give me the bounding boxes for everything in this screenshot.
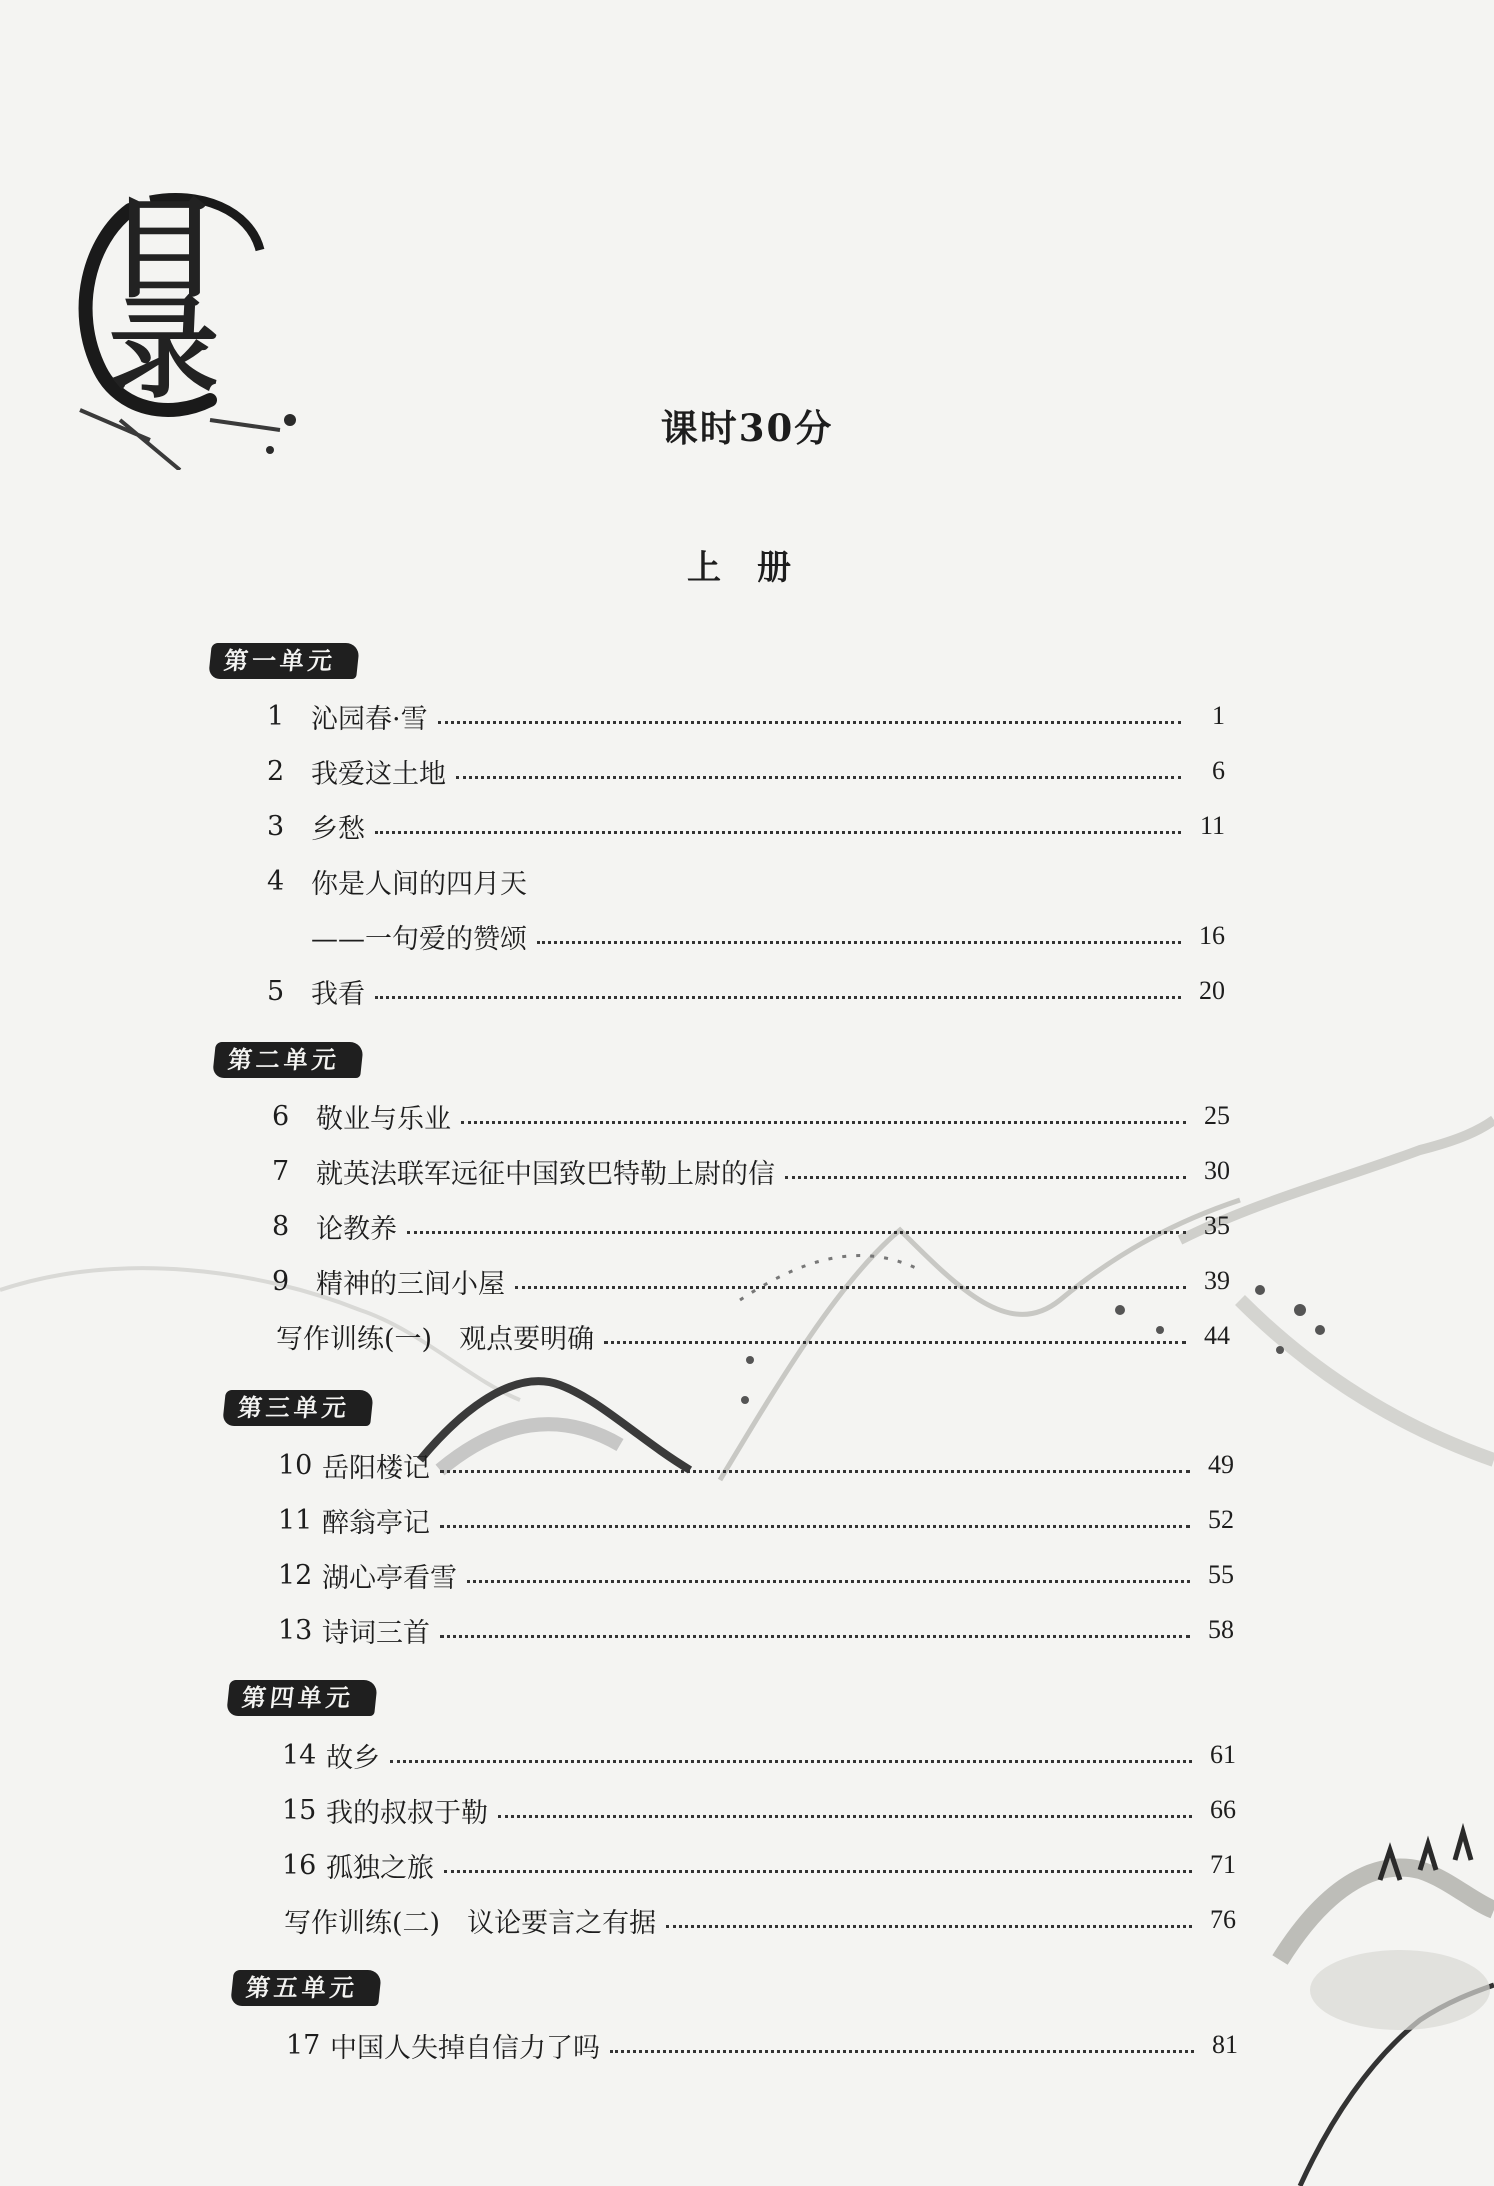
toc-entry[interactable]	[278, 1497, 1234, 1543]
toc-entry-subtitle[interactable]	[267, 913, 1225, 959]
contents-logo-text: 目录	[91, 190, 220, 390]
entry-title: 我的叔叔于勒	[326, 1797, 488, 1829]
entry-page: 71	[1210, 1850, 1236, 1879]
entry-page: 20	[1199, 976, 1225, 1005]
entry-title: 我爱这土地	[311, 758, 446, 790]
entry-title: 写作训练(二) 议论要言之有据	[284, 1907, 657, 1939]
entry-title: 乡愁	[311, 813, 365, 845]
toc-entry[interactable]	[282, 1787, 1236, 1833]
entry-page: 16	[1199, 921, 1225, 950]
entry-number: 14	[282, 1739, 317, 1771]
entry-page: 11	[1199, 811, 1225, 840]
entry-number: 11	[278, 1504, 313, 1536]
dot-leader	[604, 1341, 1186, 1344]
toc-entry[interactable]	[267, 858, 1225, 904]
entry-title: 就英法联军远征中国致巴特勒上尉的信	[316, 1158, 775, 1190]
toc-entry[interactable]	[282, 1842, 1236, 1888]
entry-page: 39	[1204, 1266, 1230, 1295]
toc-entry[interactable]	[272, 1203, 1230, 1249]
entry-title: 故乡	[326, 1742, 380, 1774]
toc-entry[interactable]	[267, 803, 1225, 849]
entry-page: 61	[1210, 1740, 1236, 1769]
entry-title: 诗词三首	[322, 1617, 430, 1649]
dot-leader	[440, 1635, 1190, 1638]
entry-page: 25	[1204, 1101, 1230, 1130]
entry-page: 52	[1208, 1505, 1234, 1534]
entry-page: 30	[1204, 1156, 1230, 1185]
dot-leader	[444, 1870, 1192, 1873]
toc-entry[interactable]	[267, 693, 1225, 739]
entry-number: 6	[272, 1100, 290, 1132]
dot-leader	[498, 1815, 1192, 1818]
entry-number: 9	[272, 1265, 290, 1297]
entry-page: 6	[1212, 756, 1225, 785]
dot-leader	[467, 1580, 1190, 1583]
dot-leader	[390, 1760, 1192, 1763]
volume-heading: 上册	[687, 548, 827, 588]
toc-entry[interactable]	[272, 1093, 1230, 1139]
toc-entry[interactable]	[282, 1732, 1236, 1778]
dot-leader	[461, 1121, 1186, 1124]
entry-title: 写作训练(一) 观点要明确	[276, 1323, 595, 1355]
toc-entry[interactable]	[278, 1442, 1234, 1488]
dot-leader	[515, 1286, 1186, 1289]
entry-page: 81	[1212, 2030, 1238, 2059]
entry-number: 4	[267, 865, 285, 897]
entry-number: 8	[272, 1210, 290, 1242]
entry-number: 16	[282, 1849, 317, 1881]
entry-page: 44	[1204, 1321, 1230, 1350]
entry-number: 1	[267, 700, 285, 732]
entry-title: 孤独之旅	[326, 1852, 434, 1884]
toc-entry[interactable]	[267, 968, 1225, 1014]
toc-entry[interactable]	[278, 1607, 1234, 1653]
entry-page: 49	[1208, 1450, 1234, 1479]
entry-page: 35	[1204, 1211, 1230, 1240]
dot-leader	[785, 1176, 1186, 1179]
entry-title: 你是人间的四月天	[311, 868, 527, 900]
dot-leader	[407, 1231, 1186, 1234]
unit-1-badge: 第一单元	[208, 643, 360, 679]
unit-5-badge: 第五单元	[230, 1970, 382, 2006]
entry-page: 66	[1210, 1795, 1236, 1824]
page-title: 课时30分	[660, 406, 834, 450]
toc-entry-writing[interactable]	[284, 1897, 1236, 1943]
dot-leader	[375, 831, 1181, 834]
toc-entry-writing[interactable]	[276, 1313, 1230, 1359]
dot-leader	[666, 1925, 1192, 1928]
toc-entry[interactable]	[267, 748, 1225, 794]
dot-leader	[610, 2050, 1194, 2053]
entry-title: 湖心亭看雪	[322, 1562, 457, 1594]
dot-leader	[375, 996, 1181, 999]
entry-title: 沁园春·雪	[311, 703, 428, 735]
entry-number: 17	[286, 2029, 321, 2061]
dot-leader	[537, 941, 1181, 944]
entry-page: 76	[1210, 1905, 1236, 1934]
entry-title: 醉翁亭记	[322, 1507, 430, 1539]
entry-page: 58	[1208, 1615, 1234, 1644]
unit-2-badge: 第二单元	[212, 1042, 364, 1078]
entry-number: 3	[267, 810, 285, 842]
entry-title: 我看	[311, 978, 365, 1010]
toc-entry[interactable]	[278, 1552, 1234, 1598]
toc-entry[interactable]	[272, 1148, 1230, 1194]
toc-entry[interactable]	[272, 1258, 1230, 1304]
entry-title: 敬业与乐业	[316, 1103, 451, 1135]
entry-number: 15	[282, 1794, 317, 1826]
entry-number: 10	[278, 1449, 313, 1481]
entry-page: 1	[1212, 701, 1225, 730]
entry-title: 精神的三间小屋	[316, 1268, 505, 1300]
dot-leader	[440, 1525, 1190, 1528]
entry-title: ——一句爱的赞颂	[311, 923, 527, 955]
entry-page: 55	[1208, 1560, 1234, 1589]
entry-number: 12	[278, 1559, 313, 1591]
unit-4-badge: 第四单元	[226, 1680, 378, 1716]
entry-title: 论教养	[316, 1213, 397, 1245]
entry-number: 13	[278, 1614, 313, 1646]
entry-title: 岳阳楼记	[322, 1452, 430, 1484]
entry-number: 2	[267, 755, 285, 787]
entry-number: 5	[267, 975, 285, 1007]
dot-leader	[456, 776, 1181, 779]
unit-3-badge: 第三单元	[222, 1390, 374, 1426]
entry-title: 中国人失掉自信力了吗	[330, 2032, 600, 2064]
dot-leader	[440, 1470, 1190, 1473]
toc-entry[interactable]	[286, 2022, 1238, 2068]
dot-leader	[438, 721, 1181, 724]
entry-number: 7	[272, 1155, 290, 1187]
